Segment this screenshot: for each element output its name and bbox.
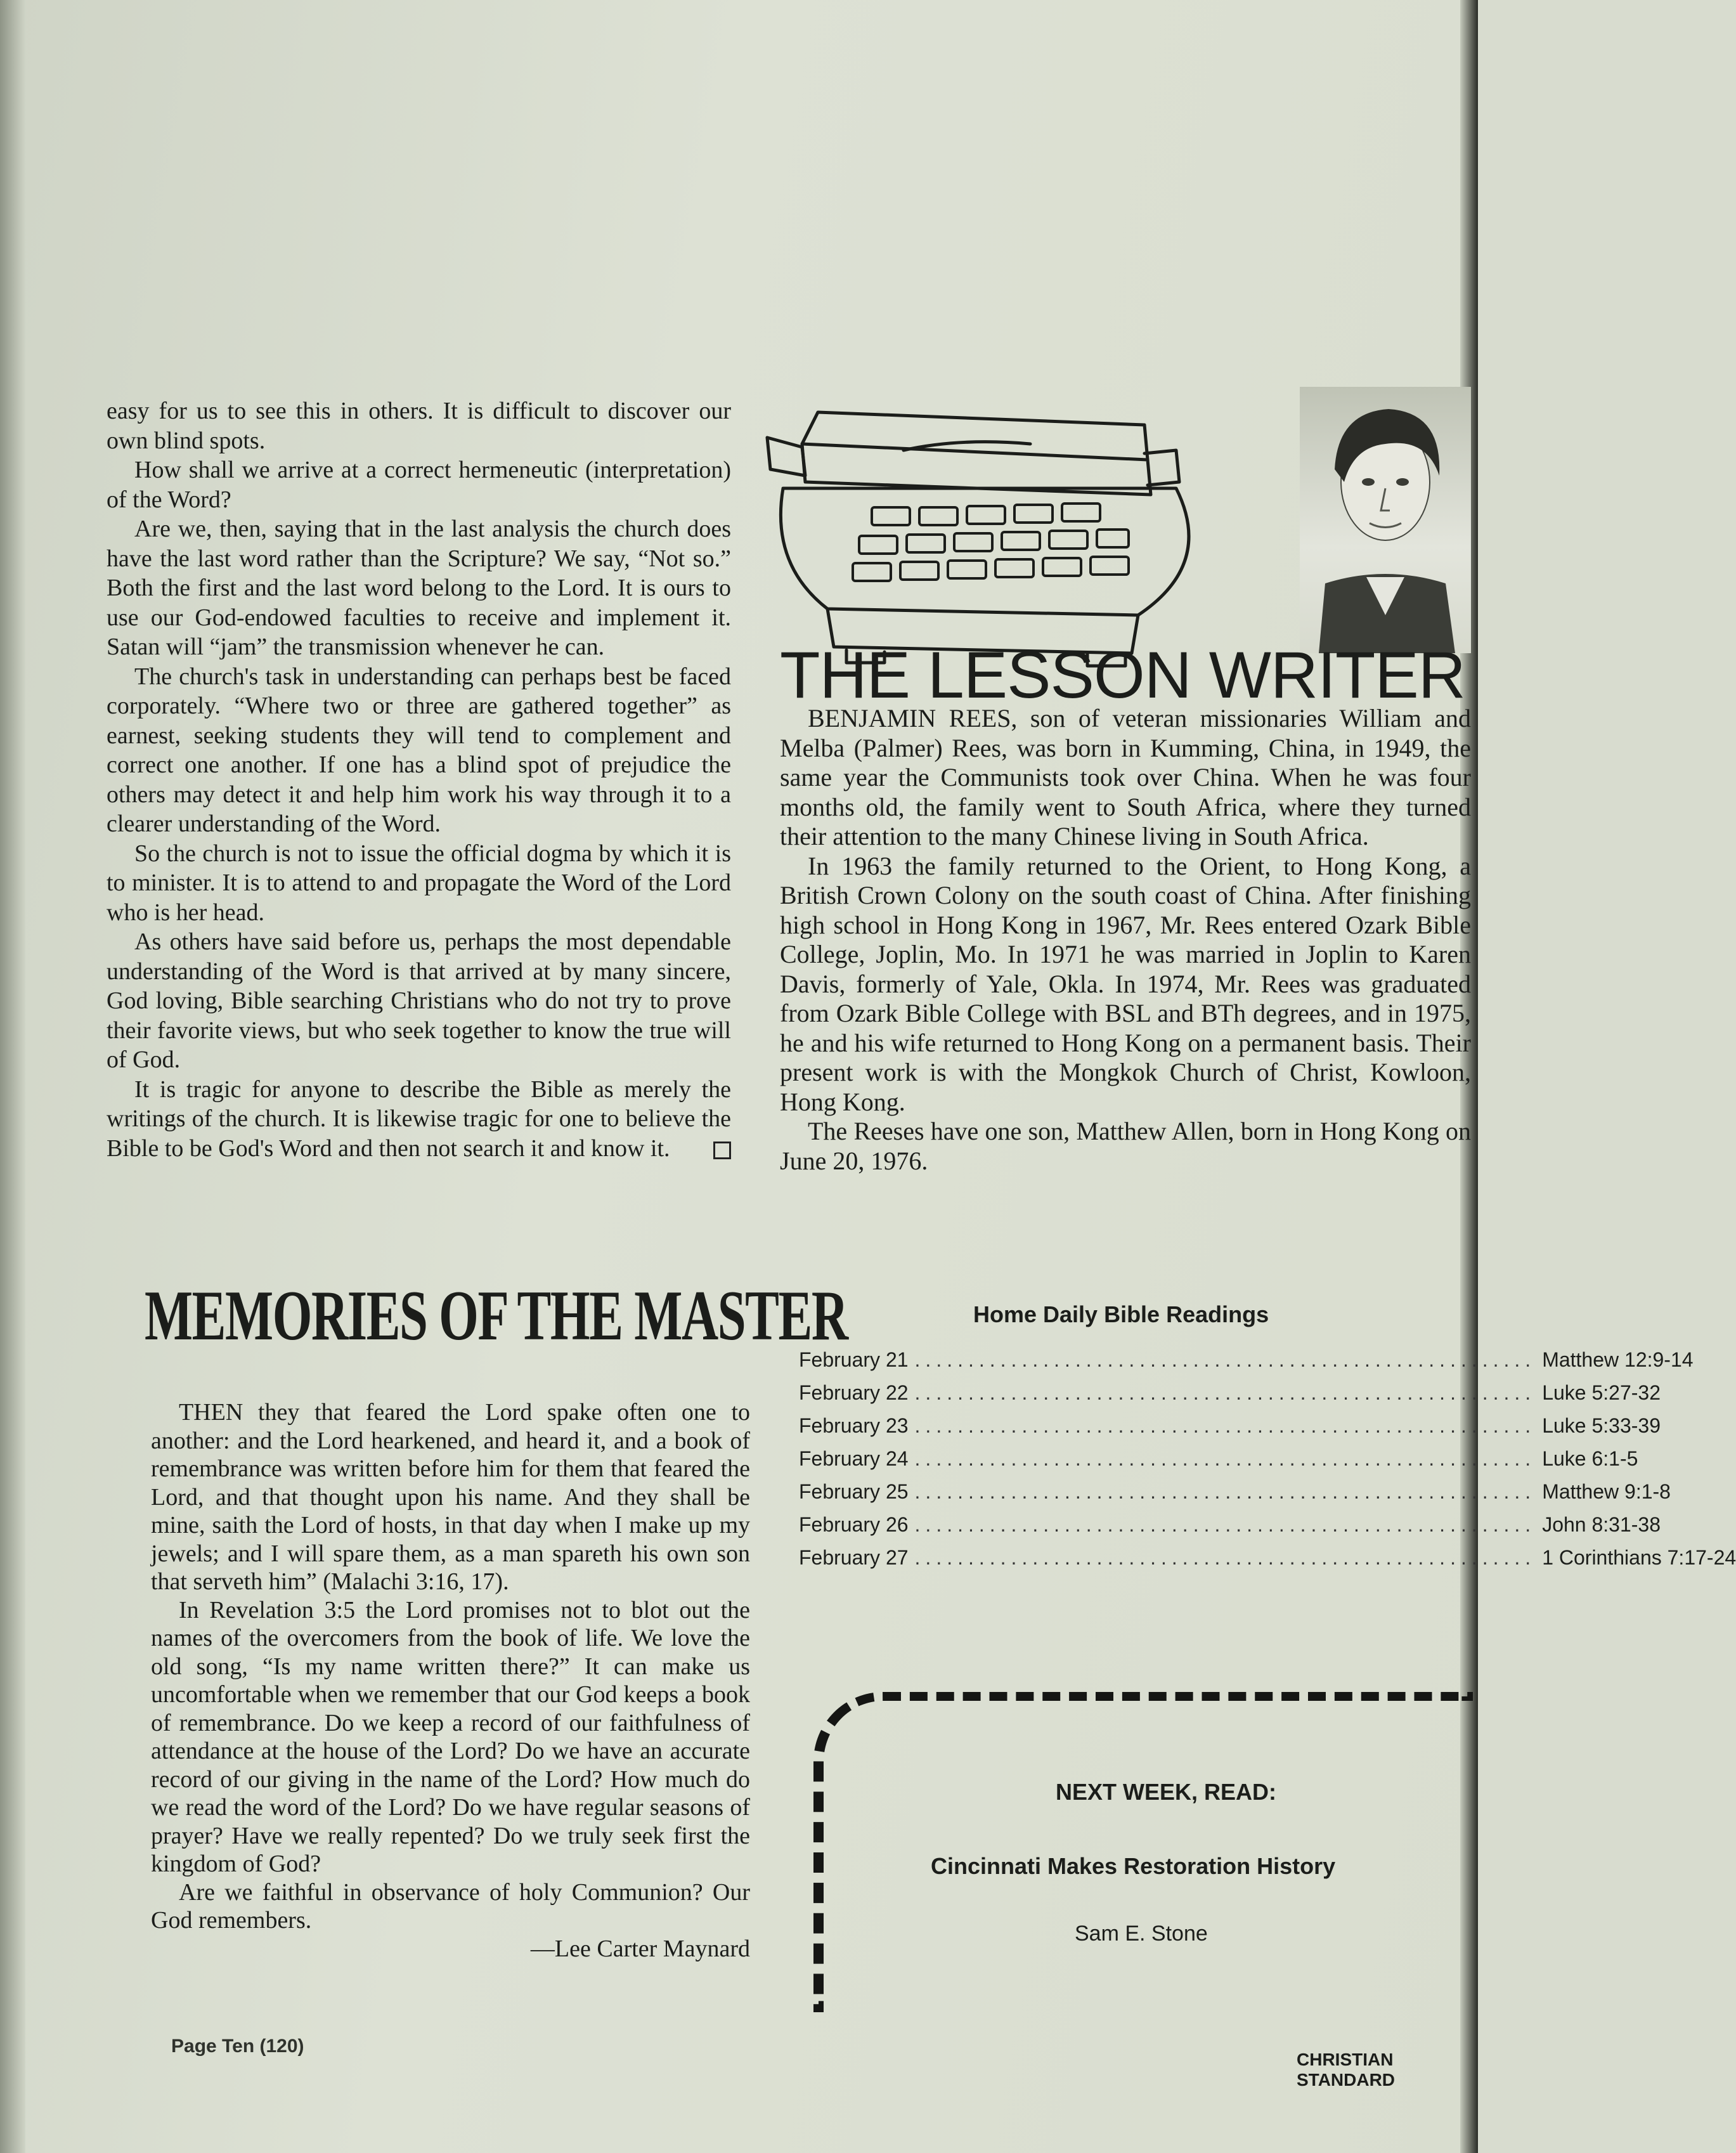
next-week-frame bbox=[813, 1692, 1473, 2012]
reading-date: February 26 bbox=[799, 1513, 909, 1536]
paragraph: Are we faithful in observance of holy Communion? Our God remembers. bbox=[151, 1878, 750, 1934]
leader-dots: .......................................................... bbox=[914, 1381, 1536, 1404]
portrait-image bbox=[1300, 387, 1471, 653]
paragraph: In Revelation 3:5 the Lord promises not to blot out the names of the overcomers from the book of life. We love the old song, “Is my name written there?” It can make us uncomfortable when we remember that our God keeps a book of remembrance. Do we keep a record of our faithfulness of attendance at the house of the Lord? Do we have an accurate record of our giving in the name of the Lord? How much do we read the word of the Lord? Do we have regular seasons of prayer? Have we really repented? Do we truly seek first the kingdom of God? bbox=[151, 1596, 750, 1877]
lesson-writer-body bbox=[780, 704, 1471, 1176]
reading-reference: John 8:31-38 bbox=[1542, 1513, 1661, 1536]
reading-row bbox=[799, 1447, 1638, 1480]
reading-reference: Luke 6:1-5 bbox=[1542, 1447, 1638, 1470]
reading-date: February 24 bbox=[799, 1447, 909, 1470]
memories-body bbox=[151, 1398, 750, 1963]
paragraph: So the church is not to issue the official dogma by which it is to minister. It is to attend to and propagate the Word of the Lord who is her head. bbox=[107, 840, 731, 926]
leader-dots: .......................................................... bbox=[914, 1348, 1536, 1371]
readings-list bbox=[799, 1348, 1736, 1579]
next-week-heading: NEXT WEEK, READ: bbox=[1056, 1779, 1277, 1805]
reading-date: February 21 bbox=[799, 1348, 909, 1371]
author-portrait bbox=[1300, 387, 1471, 653]
readings-title: Home Daily Bible Readings bbox=[973, 1301, 1269, 1327]
paragraph: The church's task in understanding can perhaps best be faced corporately. “Where two or three are gathered together” as earnest, seeking students they will tend to complement and correct one another. If one has a blind spot of prejudice the others may detect it and help him work his way through it to a clearer understanding of the Word. bbox=[107, 663, 731, 837]
lesson-writer-title: THE LESSON WRITER bbox=[780, 639, 1465, 712]
paragraph: How shall we arrive at a correct hermeneutic (interpretation) of the Word? bbox=[107, 457, 731, 513]
end-mark-icon bbox=[713, 1142, 731, 1159]
reading-row bbox=[799, 1546, 1736, 1579]
paragraph: THEN they that feared the Lord spake often one to another: and the Lord hearkened, and heard it, and a book of remembrance was written before him for them that feared the Lord, and that thought upon his name. And they shall be mine, saith the Lord of hosts, in that day when I make up my jewels; and I will spare them, as a man spareth his own son that serveth him” (Malachi 3:16, 17). bbox=[151, 1399, 750, 1595]
next-week-title: Cincinnati Makes Restoration History bbox=[931, 1853, 1336, 1879]
leader-dots: .......................................................... bbox=[914, 1414, 1536, 1437]
page-folio: Page Ten (120) bbox=[171, 2036, 304, 2057]
paragraph: In 1963 the family returned to the Orient, to Hong Kong, a British Crown Colony on the south coast of China. After finishing high school in Hong Kong in 1967, Mr. Rees entered Ozark Bible College, Joplin, Mo. In 1971 he was married in Joplin to Karen Davis, formerly of Yale, Okla. In 1974, Mr. Rees was graduated from Ozark Bible College with BSL and BTh degrees, and in 1975, he and his wife returned to Hong Kong on a permanent basis. Their present work is with the Mongkok Church of Christ, Kowloon, Hong Kong. bbox=[780, 851, 1471, 1116]
reading-row bbox=[799, 1414, 1661, 1447]
typewriter-illustration bbox=[758, 400, 1300, 672]
reading-row bbox=[799, 1513, 1661, 1546]
paragraph: As others have said before us, perhaps the most dependable understanding of the Word is that arrived at by many sincere, God loving, Bible searching Christians who do not try to prove their favorite views, but who seek together to know the true will of God. bbox=[107, 928, 731, 1073]
reading-date: February 23 bbox=[799, 1414, 909, 1437]
magazine-name: CHRISTIAN STANDARD bbox=[1297, 2050, 1396, 2090]
article-continuation bbox=[107, 396, 731, 1163]
memories-title: MEMORIES OF THE MASTER bbox=[145, 1277, 848, 1355]
paragraph-last bbox=[107, 1075, 731, 1164]
reading-date: February 22 bbox=[799, 1381, 909, 1404]
paragraph: The Reeses have one son, Matthew Allen, born in Hong Kong on June 20, 1976. bbox=[780, 1117, 1471, 1175]
reading-reference: Luke 5:33-39 bbox=[1542, 1414, 1661, 1437]
reading-row bbox=[799, 1381, 1661, 1414]
paragraph: Are we, then, saying that in the last analysis the church does have the last word rather than the Scripture? We say, “Not so.” Both the first and the last word belong to the Lord. It is ours to use our God-endowed faculties to receive and implement it. Satan will “jam” the transmission whenever he can. bbox=[107, 516, 731, 660]
attribution: —Lee Carter Maynard bbox=[530, 1935, 750, 1962]
reading-row bbox=[799, 1348, 1694, 1381]
reading-reference: 1 Corinthians 7:17-24 bbox=[1542, 1546, 1736, 1569]
reading-reference: Luke 5:27-32 bbox=[1542, 1381, 1661, 1404]
paragraph: BENJAMIN REES, son of veteran missionaries William and Melba (Palmer) Rees, was born in Kumming, China, in 1949, the same year the Communists took over China. When he was four months old, the family went to South Africa, where they turned their attention to the many Chinese living in South Africa. bbox=[780, 704, 1471, 850]
paragraph-text: It is tragic for anyone to describe the Bible as merely the writings of the church. It is likewise tragic for one to believe the Bible to be God's Word and then not search it and know it. bbox=[107, 1076, 731, 1162]
reading-row bbox=[799, 1480, 1671, 1513]
reading-date: February 27 bbox=[799, 1546, 909, 1569]
reading-reference: Matthew 12:9-14 bbox=[1542, 1348, 1694, 1371]
leader-dots: .......................................................... bbox=[914, 1513, 1536, 1536]
binding-shadow bbox=[0, 0, 25, 2153]
leader-dots: .......................................................... bbox=[914, 1447, 1536, 1470]
leader-dots: .......................................................... bbox=[914, 1480, 1536, 1503]
next-week-author: Sam E. Stone bbox=[1075, 1922, 1208, 1946]
leader-dots: .......................................................... bbox=[914, 1546, 1536, 1569]
reading-date: February 25 bbox=[799, 1480, 909, 1503]
paragraph: easy for us to see this in others. It is difficult to discover our own blind spots. bbox=[107, 398, 731, 454]
reading-reference: Matthew 9:1-8 bbox=[1542, 1480, 1671, 1503]
